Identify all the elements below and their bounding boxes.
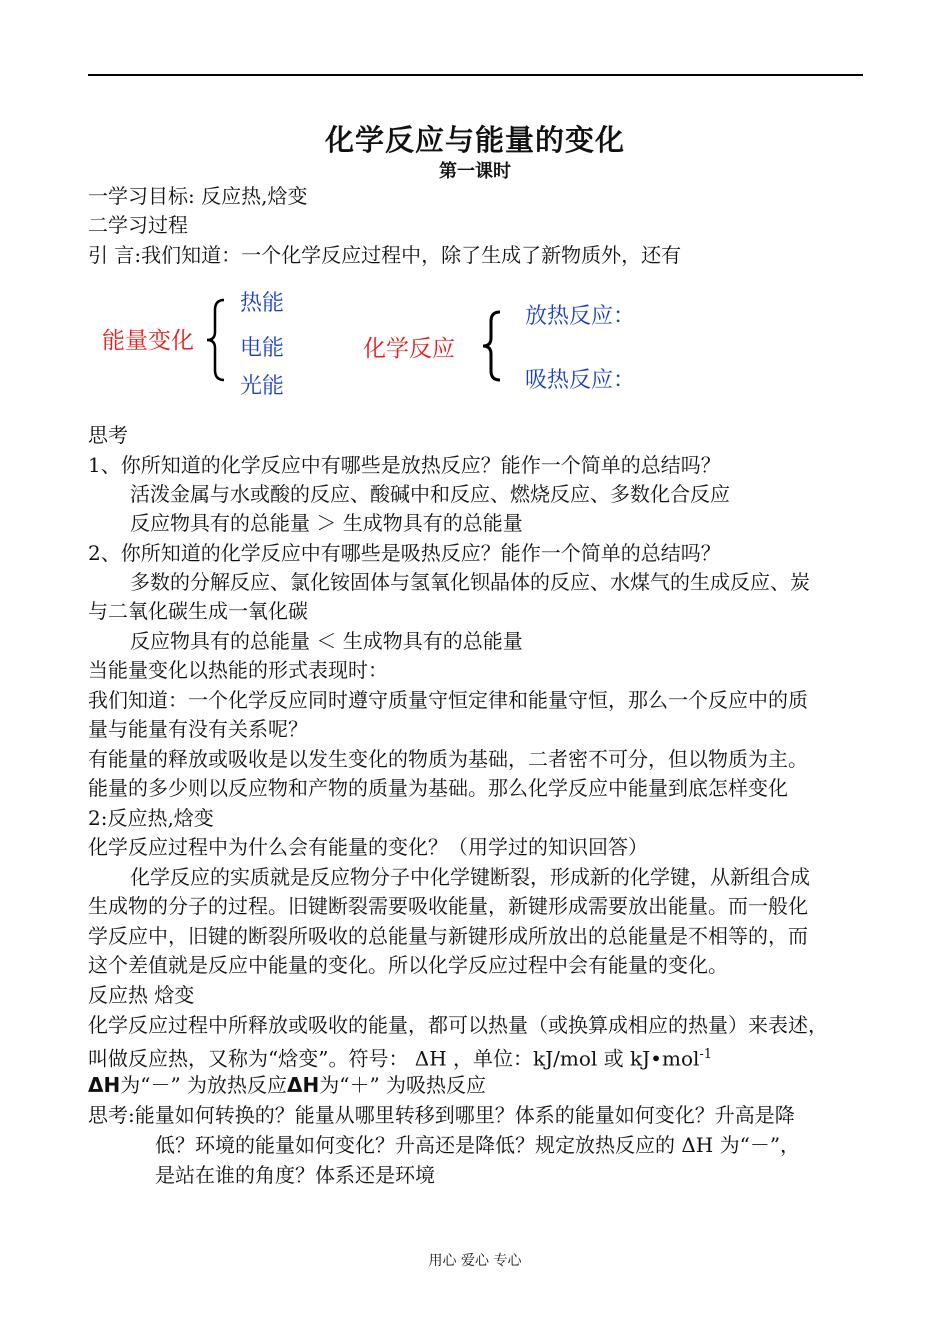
reflection-2: 低？环境的能量如何变化？升高还是降低？规定放热反应的 ΔH 为“－”， [155, 1133, 801, 1157]
light-energy-item: 光能 [240, 374, 285, 399]
answer-2a: 多数的分解反应、氯化铵固体与氢氧化钡晶体的反应、水煤气的生成反应、炭 [130, 570, 810, 594]
header-rule [88, 74, 863, 76]
right-brace-icon [480, 310, 506, 382]
section-heading-3: 反应热 焓变 [88, 983, 195, 1007]
endothermic-rule-text: 为“＋” 为吸热反应 [319, 1073, 487, 1097]
paragraph-definition-1: 化学反应过程中所释放或吸收的能量，都可以热量（或换算成相应的热量）来表述， [88, 1013, 828, 1037]
paragraph-essence-4: 这个差值就是反应中能量的变化。所以化学反应过程中会有能量的变化。 [88, 953, 728, 977]
paragraph-heat-form: 当能量变化以热能的形式表现时： [88, 658, 388, 682]
page-footer: 用心 爱心 专心 [428, 1253, 522, 1269]
question-3: 化学反应过程中为什么会有能量的变化？（用学过的知识回答） [88, 835, 648, 859]
paragraph-essence-1: 化学反应的实质就是反应物分子中化学键断裂，形成新的化学键，从新组合成 [130, 865, 810, 889]
page-subtitle: 第一课时 [439, 161, 511, 182]
delta-h-symbol: ΔH [287, 1073, 320, 1097]
left-brace-icon [204, 298, 230, 382]
goal-line: 一学习目标: 反应热,焓变 [88, 184, 308, 208]
answer-2b: 反应物具有的总能量 ＜ 生成物具有的总能量 [130, 629, 523, 653]
process-line: 二学习过程 [88, 213, 188, 237]
question-1: 1、你所知道的化学反应中有哪些是放热反应？能作一个简单的总结吗？ [88, 453, 721, 477]
chemical-reaction-label: 化学反应 [363, 336, 455, 362]
delta-h-symbol: ΔH [88, 1073, 121, 1097]
heat-energy-item: 热能 [240, 291, 285, 316]
paragraph-matter-2: 能量的多少则以反应物和产物的质量为基础。那么化学反应中能量到底怎样变化 [88, 776, 788, 800]
endothermic-item: 吸热反应： [525, 368, 636, 393]
paragraph-conservation-1: 我们知道：一个化学反应同时遵守质量守恒定律和能量守恒，那么一个反应中的质 [88, 688, 808, 712]
paragraph-conservation-2: 量与能量有没有关系呢？ [88, 717, 308, 741]
paragraph-essence-2: 生成物的分子的过程。旧键断裂需要吸收能量，新键形成需要放出能量。而一般化 [88, 894, 808, 918]
electric-energy-item: 电能 [240, 336, 285, 361]
paragraph-definition-2 [88, 1041, 712, 1073]
paragraph-matter-1: 有能量的释放或吸收是以发生变化的物质为基础，二者密不可分，但以物质为主。 [88, 747, 808, 771]
answer-2a-cont: 与二氧化碳生成一氧化碳 [88, 599, 308, 623]
intro-line: 引 言:我们知道：一个化学反应过程中，除了生成了新物质外，还有 [88, 243, 682, 267]
think-heading: 思考 [88, 423, 128, 447]
reflection-3: 是站在谁的角度？体系还是环境 [155, 1163, 435, 1187]
delta-h-sign-rule [88, 1071, 486, 1099]
reflection-1: 思考:能量如何转换的？能量从哪里转移到哪里？体系的能量如何变化？升高是降 [88, 1103, 795, 1127]
unit-exponent: -1 [699, 1047, 713, 1062]
answer-1b: 反应物具有的总能量 ＞ 生成物具有的总能量 [130, 511, 523, 535]
exothermic-item: 放热反应： [525, 304, 636, 329]
question-2: 2、你所知道的化学反应中有哪些是吸热反应？能作一个简单的总结吗？ [88, 541, 721, 565]
section-heading-2: 2:反应热,焓变 [88, 806, 214, 830]
page-title: 化学反应与能量的变化 [324, 123, 625, 157]
definition-text: 叫做反应热，又称为“焓变”。符号： ΔH ，单位：kJ/mol 或 kJ•mol [88, 1046, 700, 1071]
paragraph-essence-3: 学反应中，旧键的断裂所吸收的总能量与新键形成所放出的总能量是不相等的，而 [88, 924, 808, 948]
answer-1a: 活泼金属与水或酸的反应、酸碱中和反应、燃烧反应、多数化合反应 [130, 482, 730, 506]
exothermic-rule-text: 为“－” 为放热反应 [120, 1073, 288, 1097]
energy-change-label: 能量变化 [102, 328, 194, 354]
